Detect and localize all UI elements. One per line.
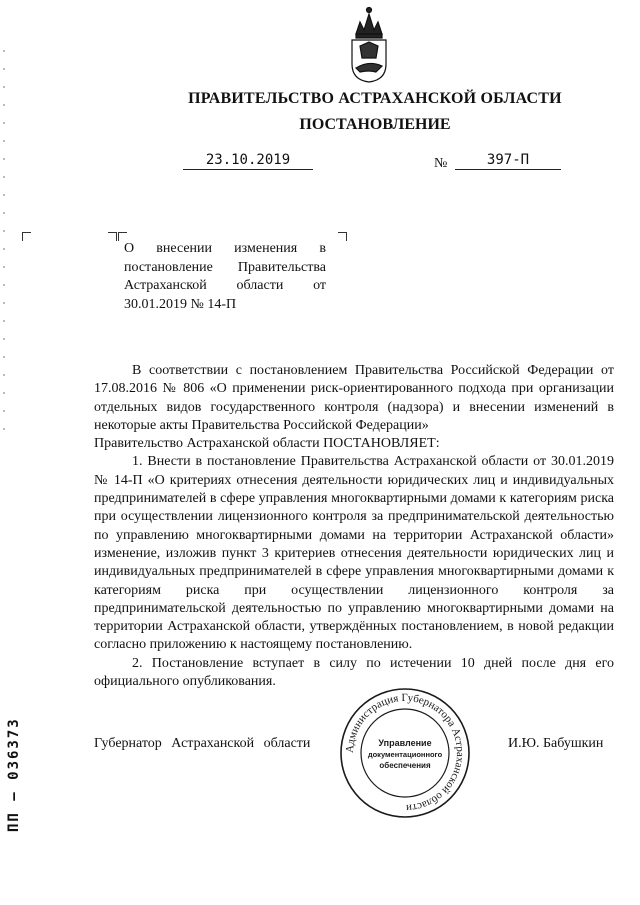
coat-of-arms-icon — [346, 4, 392, 84]
serial-number: ПП — 036373 — [6, 717, 22, 832]
official-stamp — [338, 686, 472, 820]
document-number: 397-П — [455, 152, 561, 170]
document-date: 23.10.2019 — [183, 152, 313, 170]
organization-title: ПРАВИТЕЛЬСТВО АСТРАХАНСКОЙ ОБЛАСТИ — [188, 90, 562, 107]
signatory-name: И.Ю. Бабушкин — [508, 736, 604, 751]
body-paragraph: 2. Постановление вступает в силу по истечении 10 дней после дня его официального опубликования. — [94, 655, 614, 690]
corner-mark — [338, 232, 347, 241]
stamp-center-line: Управление — [378, 738, 432, 748]
signatory-position: Губернатор Астраханской области — [94, 736, 311, 751]
subject-line: 30.01.2019 № 14-П — [124, 296, 237, 312]
document-subject — [124, 240, 326, 314]
stamp-center-line: обеспечения — [379, 761, 431, 770]
body-paragraph: В соответствии с постановлением Правительства Российской Федерации от 17.08.2016 № 806 «О применении риск-ориентированного подхода при организации отдельных видов государственного контроля (надзора) и внесении изменений в некоторые акты Правительства Российской Федерации» — [94, 363, 614, 433]
corner-mark — [108, 232, 117, 241]
body-paragraph: Правительство Астраханской области ПОСТАНОВЛЯЕТ: — [94, 436, 440, 452]
margin-artifact — [3, 50, 5, 430]
document-type: ПОСТАНОВЛЕНИЕ — [299, 116, 451, 133]
stamp-center-line: документационного — [367, 750, 443, 759]
stamp-ring-text: Администрация Губернатора Астраханской области — [343, 691, 467, 815]
subject-line: О внесении изменения в — [124, 241, 326, 256]
subject-line: Астраханской области от — [124, 278, 326, 293]
number-label: № — [434, 156, 448, 171]
corner-mark — [22, 232, 31, 241]
document-body — [94, 362, 614, 691]
subject-line: постановление Правительства — [124, 259, 326, 275]
body-paragraph: 1. Внести в постановление Правительства Астраханской области от 30.01.2019 № 14-П «О критериях отнесения деятельности юридических лиц и индивидуальных предпринимателей в сфере управления многоквартирными домами к категориям риска при осуществлении лицензионного контроля за предпринимательской деятельностью по управлению многоквартирными домами на территории Астраханской области» изменение, изложив пункт 3 критериев отнесения деятельности юридических лиц и индивидуальных предпринимателей в сфере управления многоквартирными домами к категориям риска при осуществлении лицензионного контроля за предпринимательской деятельностью по управлению многоквартирными домами на территории Астраханской области, утверждённых постановлением, в новой редакции согласно приложению к настоящему постановлению. — [94, 454, 614, 653]
